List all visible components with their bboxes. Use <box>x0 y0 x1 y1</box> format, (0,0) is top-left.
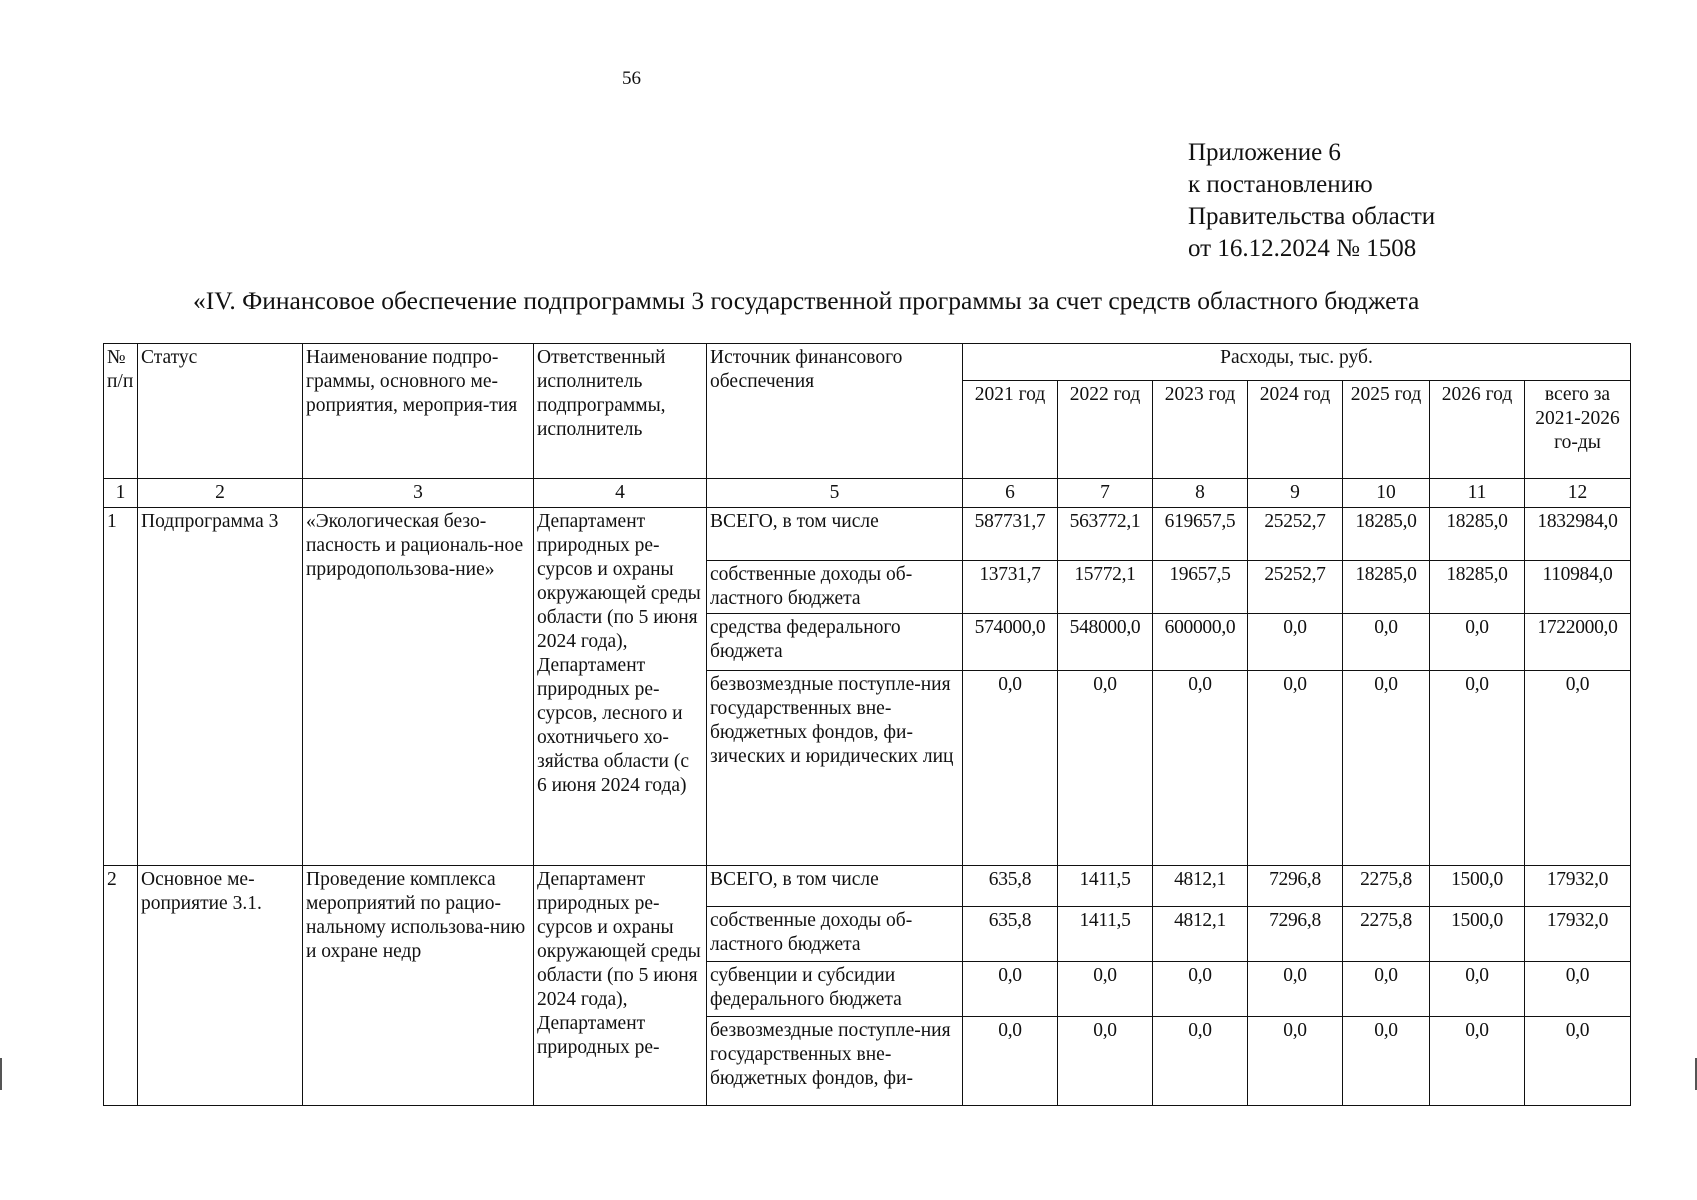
row-name: Проведение комплекса мероприятий по рацио-нальному использова-нию и охране недр <box>303 866 534 1106</box>
amount-year: 635,8 <box>963 866 1058 907</box>
amount-year: 0,0 <box>1430 962 1525 1017</box>
row-executor: Департамент природных ре-сурсов и охраны окружающей среды области (по 5 июня 2024 года), Департамент природных ре-сурсов, лесного и охотничьего хо-зяйства области (с 6 июня 2024 года) <box>534 508 707 866</box>
row-executor: Департамент природных ре-сурсов и охраны окружающей среды области (по 5 июня 2024 года), Департамент природных ре- <box>534 866 707 1106</box>
header-name: Наименование подпро-граммы, основного ме-роприятия, мероприя-тия <box>303 344 534 479</box>
amount-total: 1722000,0 <box>1525 614 1631 671</box>
amount-year: 0,0 <box>1153 962 1248 1017</box>
column-number: 1 <box>104 479 138 508</box>
amount-year: 0,0 <box>1430 1017 1525 1106</box>
column-number: 2 <box>138 479 303 508</box>
amount-year: 0,0 <box>1430 671 1525 866</box>
column-number: 8 <box>1153 479 1248 508</box>
amount-year: 587731,7 <box>963 508 1058 561</box>
amount-year: 0,0 <box>1153 671 1248 866</box>
amount-year: 0,0 <box>1343 962 1430 1017</box>
amount-year: 0,0 <box>1343 1017 1430 1106</box>
amount-year: 7296,8 <box>1248 907 1343 962</box>
amount-year: 1411,5 <box>1058 907 1153 962</box>
row-name: «Экологическая безо-пасность и рациональ-ное природопользова-ние» <box>303 508 534 866</box>
scan-edge-mark <box>0 1058 2 1090</box>
header-executor: Ответственный исполнитель подпрограммы, исполнитель <box>534 344 707 479</box>
amount-year: 4812,1 <box>1153 866 1248 907</box>
column-number: 9 <box>1248 479 1343 508</box>
funding-source: собственные доходы об-ластного бюджета <box>707 561 963 614</box>
column-number: 11 <box>1430 479 1525 508</box>
header-num: № п/п <box>104 344 138 479</box>
appendix-line: Приложение 6 <box>1188 139 1341 166</box>
table-row <box>104 508 1631 561</box>
table-row <box>104 866 1631 907</box>
appendix-line: к постановлению <box>1188 171 1373 198</box>
amount-total: 17932,0 <box>1525 907 1631 962</box>
amount-year: 13731,7 <box>963 561 1058 614</box>
appendix-block <box>1188 137 1435 265</box>
header-status: Статус <box>138 344 303 479</box>
header-source: Источник финансового обеспечения <box>707 344 963 479</box>
header-year-total: всего за 2021-2026 го-ды <box>1525 381 1631 479</box>
amount-year: 0,0 <box>1058 1017 1153 1106</box>
amount-year: 25252,7 <box>1248 508 1343 561</box>
funding-source: ВСЕГО, в том числе <box>707 508 963 561</box>
amount-year: 0,0 <box>1248 1017 1343 1106</box>
amount-year: 18285,0 <box>1343 561 1430 614</box>
amount-year: 2275,8 <box>1343 907 1430 962</box>
amount-year: 548000,0 <box>1058 614 1153 671</box>
amount-total: 17932,0 <box>1525 866 1631 907</box>
page-number: 56 <box>622 68 641 89</box>
amount-total: 0,0 <box>1525 1017 1631 1106</box>
header-row <box>104 344 1631 381</box>
amount-total: 1832984,0 <box>1525 508 1631 561</box>
funding-source: безвозмездные поступле-ния государственных вне-бюджетных фондов, фи- <box>707 1017 963 1106</box>
financing-table <box>103 343 1631 1106</box>
amount-total: 0,0 <box>1525 671 1631 866</box>
amount-year: 0,0 <box>1058 671 1153 866</box>
row-number: 1 <box>104 508 138 866</box>
amount-year: 2275,8 <box>1343 866 1430 907</box>
amount-year: 0,0 <box>1248 614 1343 671</box>
header-year: 2023 год <box>1153 381 1248 479</box>
header-expenses: Расходы, тыс. руб. <box>963 344 1631 381</box>
amount-year: 1500,0 <box>1430 907 1525 962</box>
column-number: 10 <box>1343 479 1430 508</box>
amount-year: 600000,0 <box>1153 614 1248 671</box>
funding-source: безвозмездные поступле-ния государственных вне-бюджетных фондов, фи-зических и юридических лиц <box>707 671 963 866</box>
appendix-line: Правительства области <box>1188 203 1436 230</box>
column-number: 7 <box>1058 479 1153 508</box>
funding-source: субвенции и субсидии федерального бюджета <box>707 962 963 1017</box>
amount-year: 0,0 <box>1058 962 1153 1017</box>
funding-source: собственные доходы об-ластного бюджета <box>707 907 963 962</box>
column-numbers-row <box>104 479 1631 508</box>
column-number: 4 <box>534 479 707 508</box>
amount-year: 0,0 <box>1343 614 1430 671</box>
column-number: 5 <box>707 479 963 508</box>
amount-year: 0,0 <box>1248 671 1343 866</box>
row-status: Подпрограмма 3 <box>138 508 303 866</box>
amount-year: 0,0 <box>1430 614 1525 671</box>
amount-year: 0,0 <box>1343 671 1430 866</box>
amount-year: 19657,5 <box>1153 561 1248 614</box>
header-year: 2024 год <box>1248 381 1343 479</box>
row-status: Основное ме-роприятие 3.1. <box>138 866 303 1106</box>
column-number: 3 <box>303 479 534 508</box>
amount-total: 110984,0 <box>1525 561 1631 614</box>
amount-year: 635,8 <box>963 907 1058 962</box>
header-year: 2026 год <box>1430 381 1525 479</box>
header-year: 2021 год <box>963 381 1058 479</box>
amount-year: 0,0 <box>1153 1017 1248 1106</box>
amount-year: 619657,5 <box>1153 508 1248 561</box>
amount-year: 18285,0 <box>1430 508 1525 561</box>
column-number: 12 <box>1525 479 1631 508</box>
header-year: 2025 год <box>1343 381 1430 479</box>
amount-year: 0,0 <box>963 671 1058 866</box>
row-number: 2 <box>104 866 138 1106</box>
amount-year: 25252,7 <box>1248 561 1343 614</box>
amount-total: 0,0 <box>1525 962 1631 1017</box>
header-year: 2022 год <box>1058 381 1153 479</box>
funding-source: средства федерального бюджета <box>707 614 963 671</box>
document-title: «IV. Финансовое обеспечение подпрограммы 3 государственной программы за счет средств областного бюджета <box>193 286 1420 315</box>
amount-year: 0,0 <box>963 1017 1058 1106</box>
amount-year: 563772,1 <box>1058 508 1153 561</box>
amount-year: 15772,1 <box>1058 561 1153 614</box>
amount-year: 0,0 <box>963 962 1058 1017</box>
amount-year: 7296,8 <box>1248 866 1343 907</box>
amount-year: 1411,5 <box>1058 866 1153 907</box>
amount-year: 1500,0 <box>1430 866 1525 907</box>
funding-source: ВСЕГО, в том числе <box>707 866 963 907</box>
amount-year: 0,0 <box>1248 962 1343 1017</box>
amount-year: 4812,1 <box>1153 907 1248 962</box>
amount-year: 18285,0 <box>1343 508 1430 561</box>
amount-year: 574000,0 <box>963 614 1058 671</box>
appendix-line: от 16.12.2024 № 1508 <box>1188 235 1417 262</box>
amount-year: 18285,0 <box>1430 561 1525 614</box>
column-number: 6 <box>963 479 1058 508</box>
